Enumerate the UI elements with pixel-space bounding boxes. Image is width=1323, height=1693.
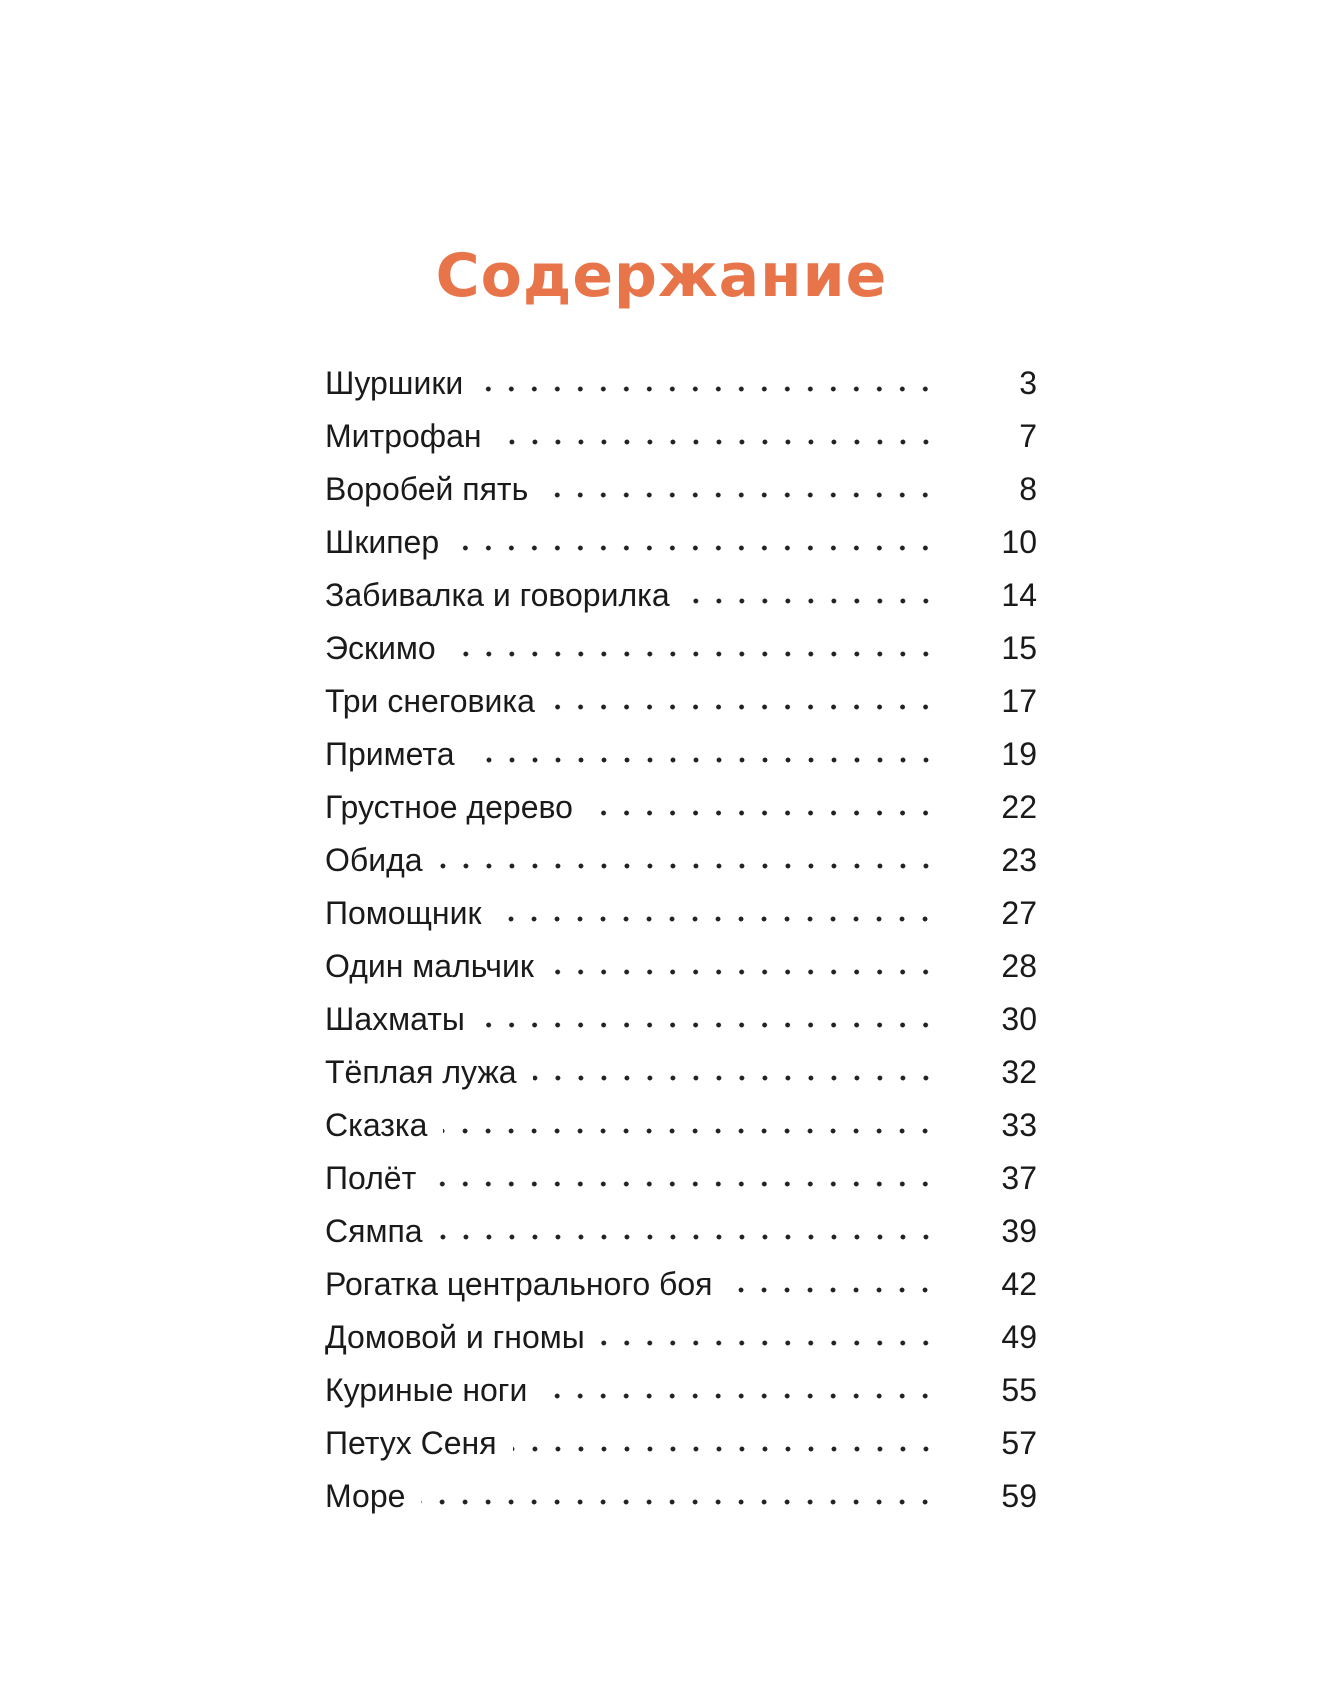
toc-entry-page: 30 <box>1001 1001 1037 1037</box>
toc-entry-title: Примета <box>325 736 455 772</box>
toc-entry-title: Шкипер <box>325 524 440 560</box>
dot-leader <box>439 863 937 869</box>
toc-entry-page: 32 <box>1001 1054 1037 1090</box>
toc-entry[interactable] <box>325 887 1037 940</box>
toc-entry[interactable] <box>325 1470 1037 1523</box>
toc-entry-title: Тёплая лужа <box>325 1054 517 1090</box>
toc-entry[interactable] <box>325 516 1037 569</box>
toc-entry[interactable] <box>325 1258 1037 1311</box>
toc-entry-title: Грустное дерево <box>325 789 573 825</box>
toc-entry-page: 37 <box>1001 1160 1037 1196</box>
toc-entry-title: Один мальчик <box>325 948 534 984</box>
toc-entry-title: Воробей пять <box>325 471 529 507</box>
dot-leader <box>728 1287 937 1293</box>
toc-entry-page: 59 <box>1001 1478 1037 1514</box>
toc-entry-page: 17 <box>1001 683 1037 719</box>
toc-entry-page: 28 <box>1001 948 1037 984</box>
toc-entry-title: Домовой и гномы <box>325 1319 585 1355</box>
toc-entry-title: Шуршики <box>325 365 464 401</box>
dot-leader <box>497 916 937 922</box>
toc-entry-title: Три снеговика <box>325 683 535 719</box>
toc-entry[interactable] <box>325 728 1037 781</box>
toc-entry[interactable] <box>325 1417 1037 1470</box>
toc-entry-page: 57 <box>1001 1425 1037 1461</box>
toc-entry-page: 27 <box>1001 895 1037 931</box>
toc-entry[interactable] <box>325 1364 1037 1417</box>
dot-leader <box>471 757 938 763</box>
toc-entry-title: Шахматы <box>325 1001 465 1037</box>
dot-leader <box>498 439 937 445</box>
toc-entry[interactable] <box>325 1099 1037 1152</box>
dot-leader <box>551 704 937 710</box>
toc-entry-title: Сямпа <box>325 1213 423 1249</box>
dot-leader <box>543 1393 937 1399</box>
dot-leader <box>589 810 937 816</box>
toc-entry-title: Рогатка центрального боя <box>325 1266 713 1302</box>
toc-entry-title: Куриные ноги <box>325 1372 528 1408</box>
toc-entry-page: 3 <box>1019 365 1037 401</box>
dot-leader <box>544 492 937 498</box>
dot-leader <box>479 386 937 392</box>
dot-leader <box>443 1128 937 1134</box>
toc-entry-page: 19 <box>1001 736 1037 772</box>
dot-leader <box>686 598 937 604</box>
table-of-contents <box>325 357 1037 1523</box>
toc-entry-page: 10 <box>1001 524 1037 560</box>
toc-entry-page: 42 <box>1001 1266 1037 1302</box>
toc-entry-page: 8 <box>1019 471 1037 507</box>
dot-leader <box>550 969 937 975</box>
dot-leader <box>481 1022 937 1028</box>
toc-entry-title: Сказка <box>325 1107 428 1143</box>
toc-entry[interactable] <box>325 463 1037 516</box>
toc-entry[interactable] <box>325 1152 1037 1205</box>
toc-entry-title: Море <box>325 1478 406 1514</box>
toc-entry[interactable] <box>325 357 1037 410</box>
toc-entry-title: Забивалка и говорилка <box>325 577 670 613</box>
toc-entry-title: Обида <box>325 842 423 878</box>
toc-entry[interactable] <box>325 622 1037 675</box>
toc-entry[interactable] <box>325 1311 1037 1364</box>
toc-entry[interactable] <box>325 781 1037 834</box>
toc-entry-page: 49 <box>1001 1319 1037 1355</box>
dot-leader <box>421 1499 937 1505</box>
toc-entry-page: 55 <box>1001 1372 1037 1408</box>
toc-entry[interactable] <box>325 940 1037 993</box>
dot-leader <box>455 545 937 551</box>
toc-entry-page: 23 <box>1001 842 1037 878</box>
toc-entry[interactable] <box>325 834 1037 887</box>
toc-entry-page: 14 <box>1001 577 1037 613</box>
dot-leader <box>601 1340 937 1346</box>
toc-entry[interactable] <box>325 675 1037 728</box>
page-title: Содержание <box>435 241 888 312</box>
toc-entry[interactable] <box>325 1046 1037 1099</box>
toc-entry[interactable] <box>325 1205 1037 1258</box>
toc-entry-page: 39 <box>1001 1213 1037 1249</box>
toc-entry[interactable] <box>325 410 1037 463</box>
dot-leader <box>513 1446 937 1452</box>
dot-leader <box>432 1181 937 1187</box>
toc-entry[interactable] <box>325 993 1037 1046</box>
dot-leader <box>452 651 937 657</box>
toc-entry-page: 15 <box>1001 630 1037 666</box>
toc-entry-title: Митрофан <box>325 418 482 454</box>
toc-entry-page: 7 <box>1019 418 1037 454</box>
dot-leader <box>439 1234 937 1240</box>
dot-leader <box>533 1075 937 1081</box>
toc-entry-page: 22 <box>1001 789 1037 825</box>
toc-entry-title: Полёт <box>325 1160 417 1196</box>
toc-entry[interactable] <box>325 569 1037 622</box>
toc-entry-title: Эскимо <box>325 630 436 666</box>
toc-entry-title: Помощник <box>325 895 482 931</box>
toc-entry-page: 33 <box>1001 1107 1037 1143</box>
toc-entry-title: Петух Сеня <box>325 1425 497 1461</box>
